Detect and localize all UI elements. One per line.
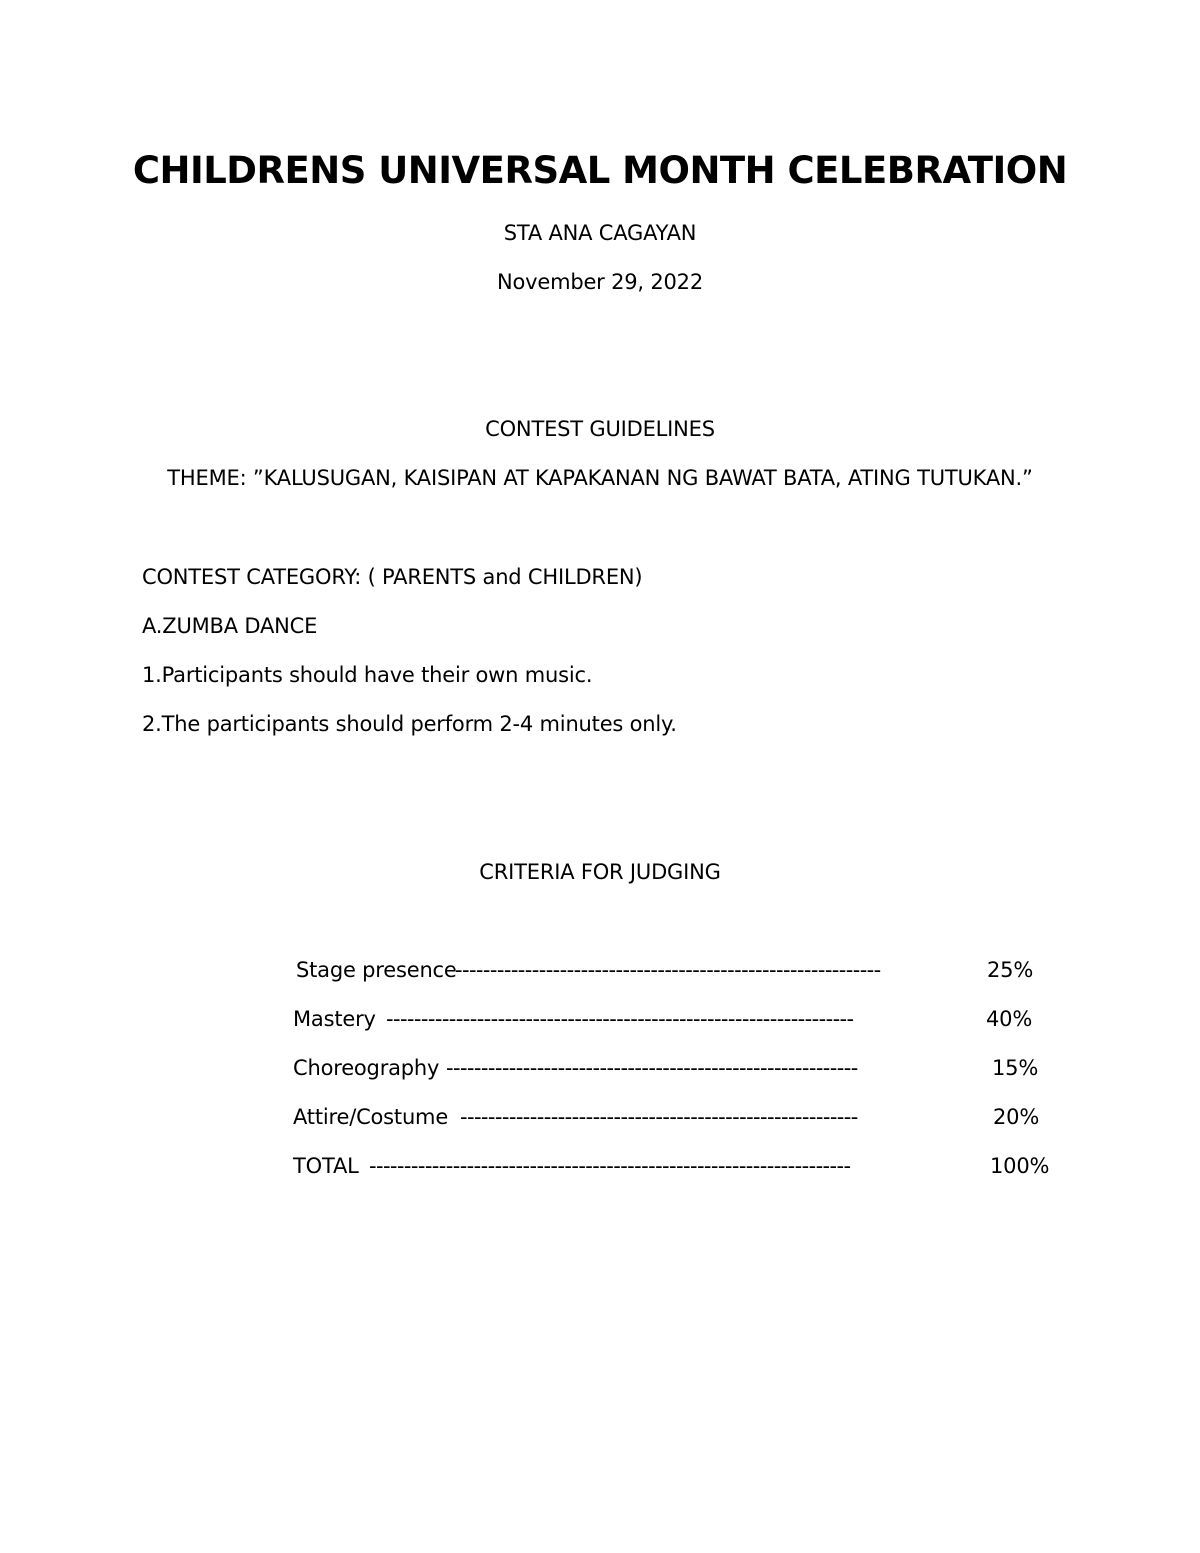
criteria-label: Choreography [293, 1056, 440, 1080]
criteria-leader: --------------------------------------------------------- [460, 1107, 858, 1128]
contest-category: CONTEST CATEGORY: ( PARENTS and CHILDREN) [142, 565, 643, 589]
criteria-label: Attire/Costume [293, 1105, 449, 1129]
criteria-value: 100% [990, 1154, 1050, 1178]
criteria-leader: ----------------------------------------------------------- [446, 1058, 858, 1079]
date-text: November 29, 2022 [496, 270, 704, 294]
criteria-label: Mastery [293, 1007, 376, 1031]
criteria-label: Stage presence [296, 958, 457, 982]
criteria-leader: --------------------------------------------------------------------- [369, 1156, 851, 1177]
criteria-leader: ------------------------------------------------------------- [455, 960, 881, 981]
criteria-value: 15% [992, 1056, 1039, 1080]
guidelines-heading: CONTEST GUIDELINES [485, 417, 715, 441]
criteria-value: 40% [986, 1007, 1033, 1031]
rule-item: 2.The participants should perform 2-4 minutes only. [142, 712, 677, 736]
criteria-label: TOTAL [293, 1154, 359, 1178]
criteria-value: 25% [987, 958, 1034, 982]
document-title: CHILDRENS UNIVERSAL MONTH CELEBRATION [132, 149, 1068, 192]
location-text: STA ANA CAGAYAN [503, 221, 697, 245]
criteria-heading: CRITERIA FOR JUDGING [479, 860, 721, 884]
rule-item: 1.Participants should have their own music. [142, 663, 593, 687]
contest-subcategory: A.ZUMBA DANCE [142, 614, 318, 638]
criteria-leader: ------------------------------------------------------------------- [386, 1009, 854, 1030]
criteria-value: 20% [993, 1105, 1040, 1129]
theme-text: THEME: ”KALUSUGAN, KAISIPAN AT KAPAKANAN NG BAWAT BATA, ATING TUTUKAN.” [167, 466, 1033, 490]
